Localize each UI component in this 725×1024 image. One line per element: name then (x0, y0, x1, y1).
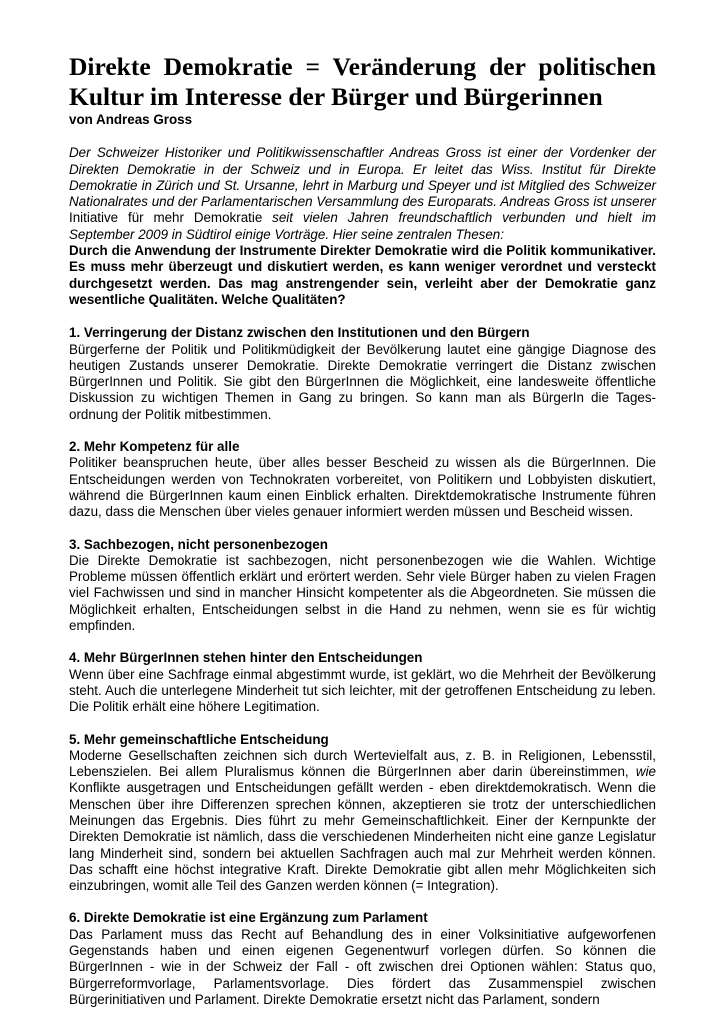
section-heading: 2. Mehr Kompetenz für alle (69, 439, 240, 455)
intro-italic-2: seit vielen Jahren freundschaftlich verbunden und hielt im September 2009 in Südtirol einige Vorträge. Hier seine zentralen Thesen: (69, 210, 656, 242)
section-6 (69, 910, 656, 1008)
intro-upright: Initiative für mehr Demokratie (69, 210, 273, 226)
document-title: Direkte Demokratie = Veränderung der politischen Kultur im Interesse der Bürger und Bürgerinnen (69, 52, 656, 111)
section-text-part: Moderne Gesellschaften zeichnen sich durch Wertevielfalt aus, z. B. in Religionen, Lebensstil, Lebenszielen. Bei allem Pluralismus können die BürgerInnen aber darin übereinstimmen, (69, 747, 656, 780)
section-text: Die Direkte Demokratie ist sachbezogen, nicht personenbezogen wie die Wahlen. Wichtige Probleme müssen öffentlich erklärt und erörtert werden. Sehr viele Bürger haben zu vielen Fragen viel Fachwissen und sind in mancher Hinsicht kompetenter als die Abgeordneten. Sie müssen die Möglichkeit erhalten, Entscheidungen selbst in die Hand zu nehmen, wenn sie es für wichtig empfinden. (69, 552, 656, 634)
intro-italic-1: Der Schweizer Historiker und Politikwissenschaftler Andreas Gross ist einer der Vordenker der Direkten Demokratie in der Schweiz und in Europa. Er leitet das Wiss. Institut für Direkte Demokratie in Zürich und St. Ursanne, lehrt in Marburg und Speyer und ist Mitglied des Schweizer Nationalrates und der Parlamentarischen Versammlung des Europarats. Andreas Gross ist unserer (69, 145, 656, 210)
section-text: Bürgerferne der Politik und Politikmüdigkeit der Bevölkerung lautet eine gängige Diagnose des heutigen Zustands unserer Demokratie. Direkte Demokratie verringert die Distanz zwischen BürgerInnen und Politik. Sie gibt den BürgerInnen die Möglichkeit, eine landesweite öffentliche Diskussion zu wichtigen Themen in Gang zu bringen. So kann man als BürgerIn die Tages-ordnung der Politik mitbestimmen. (69, 341, 656, 422)
section-text-emphasis: wie (635, 764, 656, 780)
section-1 (69, 325, 656, 423)
section-text: Das Parlament muss das Recht auf Behandlung des in einer Volksinitiative aufgeworfenen Gegenstands haben und einen eigenen Gegenentwurf vorlegen dürfen. So können die BürgerInnen - wie in der Schweiz der Fall - oft zwischen drei Optionen wählen: Status quo, Bürgerreformvorlage, Parlamentsvorlage. Dies fördert das Zusammenspiel zwischen Bürgerinitiativen und Parlament. Direkte Demokratie ersetzt nicht das Parlament, sondern (69, 926, 656, 1007)
section-heading: 6. Direkte Demokratie ist eine Ergänzung zum Parlament (69, 910, 428, 926)
section-5 (69, 732, 656, 895)
section-text (69, 748, 656, 895)
section-heading: 3. Sachbezogen, nicht personenbezogen (69, 536, 328, 552)
lead-paragraph: Durch die Anwendung der Instrumente Direkter Demokratie wird die Politik kommunikativer. Es muss mehr überzeugt und diskutiert werden, es kann weniger verordnet und versteckt durchgesetzt werden. Das mag anstrengender sein, verleiht aber der Demokratie ganz wesentliche Qualitäten. Welche Qualitäten? (69, 243, 656, 307)
section-text-part: Konflikte ausgetragen und Entscheidungen gefällt werden - eben direktdemokratisch. Wenn die Menschen über ihre Differenzen sprechen können, akzeptieren sie trotz der unterschiedlichen Meinungen das Ergebnis. Dies führt zu mehr Gemeinschaftlichkeit. Einer der Kernpunkte der Direkten Demokratie ist nämlich, dass die verschiedenen Minderheiten nicht eine ganze Legislatur lang Minderheit sind, sondern bei aktuellen Sachfragen auch mal zur Mehrheit werden können. Das schafft eine höchst integrative Kraft. Direkte Demokratie gibt allen mehr Möglichkeiten sich einzubringen, womit alle Teil des Ganzen werden können (= Integration). (69, 780, 656, 894)
section-heading: 5. Mehr gemeinschaftliche Entscheidung (69, 731, 329, 747)
author-line: von Andreas Gross (69, 112, 193, 127)
intro-paragraph (69, 145, 656, 243)
section-heading: 1. Verringerung der Distanz zwischen den Institutionen und den Bürgern (69, 325, 530, 341)
section-heading: 4. Mehr BürgerInnen stehen hinter den Entscheidungen (69, 650, 423, 666)
section-text: Wenn über eine Sachfrage einmal abgestimmt wurde, ist geklärt, wo die Mehrheit der Bevölkerung steht. Auch die unterlegene Minderheit tut sich leichter, mit der getroffenen Entscheidung zu leben. Die Politik erhält eine höhere Legitimation. (69, 666, 656, 715)
document-page (69, 52, 656, 1024)
section-4 (69, 650, 656, 715)
section-3 (69, 537, 656, 635)
section-2 (69, 439, 656, 520)
section-text: Politiker beanspruchen heute, über alles besser Bescheid zu wissen als die BürgerInnen. Die Entscheidungen werden von Technokraten vorbereitet, von Politikern und Lobbyisten diskutiert, während die BürgerInnen kaum einen Einblick erhalten. Direktdemokratische Instrumente führen dazu, dass die Menschen über vieles genauer informiert werden müssen und Bescheid wissen. (69, 455, 656, 520)
